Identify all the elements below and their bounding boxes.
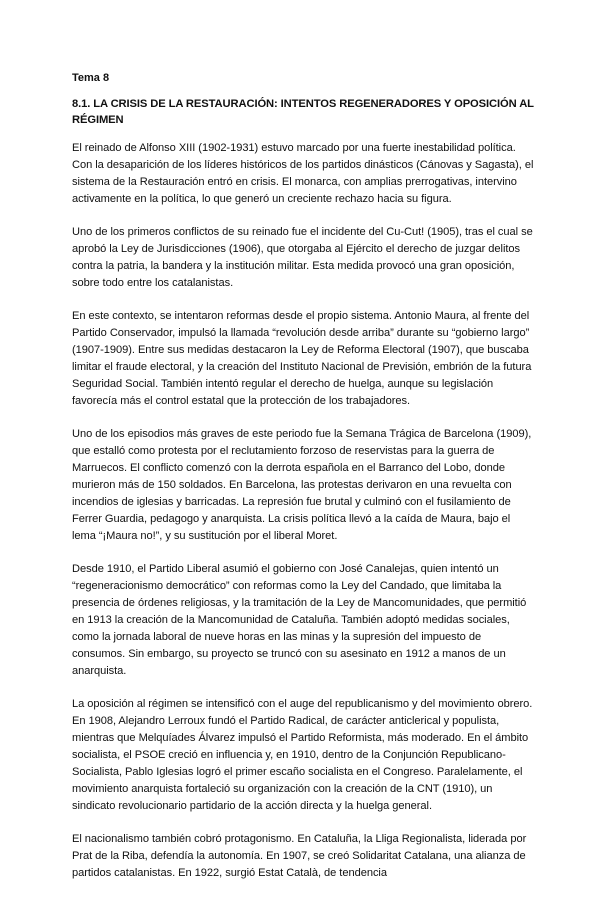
paragraph-nacionalismo: El nacionalismo también cobró protagonismo. En Cataluña, la Lliga Regionalista, liderada por Prat de la Riba, defendía la autonomía. En 1907, se creó Solidaritat Catalana, una alianza de partidos catalanistas. En 1922, surgió Estat Català, de tendencia	[72, 833, 527, 879]
section-heading: 8.1. LA CRISIS DE LA RESTAURACIÓN: INTENTOS REGENERADORES Y OPOSICIÓN AL RÉGIMEN	[72, 98, 534, 126]
paragraph-cu-cut: Uno de los primeros conflictos de su reinado fue el incidente del Cu-Cut! (1905), tras el cual se aprobó la Ley de Jurisdicciones (1906), que otorgaba al Ejército el derecho de juzgar delitos contra la patria, la bandera y la institución militar. Esta medida provocó una gran oposición, sobre todo entre los catalanistas.	[72, 226, 533, 289]
document-page	[72, 71, 534, 898]
topic-label: Tema 8	[72, 72, 110, 84]
paragraph-canalejas: Desde 1910, el Partido Liberal asumió el gobierno con José Canalejas, quien intentó un “regeneracionismo democrático” con reformas como la Ley del Candado, que limitaba la presencia de órdenes religiosas, y la tramitación de la Ley de Mancomunidades, que permitió en 1913 la creación de la Mancomunidad de Cataluña. También adoptó medidas sociales, como la jornada laboral de nueve horas en las minas y la supresión del impuesto de consumos. Sin embargo, su proyecto se truncó con su asesinato en 1912 a manos de un anarquista.	[72, 563, 527, 677]
paragraph-reinado: El reinado de Alfonso XIII (1902-1931) estuvo marcado por una fuerte inestabilidad política. Con la desaparición de los líderes históricos de los partidos dinásticos (Cánovas y Sagasta), el sistema de la Restauración entró en crisis. El monarca, con amplias prerrogativas, intervino activamente en la política, lo que generó un creciente rechazo hacia su figura.	[72, 142, 534, 205]
paragraph-semana-tragica: Uno de los episodios más graves de este periodo fue la Semana Trágica de Barcelona (1909), que estalló como protesta por el reclutamiento forzoso de reservistas para la guerra de Marruecos. El conflicto comenzó con la derrota española en el Barranco del Lobo, donde murieron más de 150 soldados. En Barcelona, las protestas derivaron en una revuelta con incendios de iglesias y barricadas. La represión fue brutal y culminó con el fusilamiento de Ferrer Guardia, pedagogo y anarquista. La crisis política llevó a la caída de Maura, bajo el lema “¡Maura no!”, y su sustitución por el liberal Moret.	[72, 428, 532, 542]
paragraph-maura-reformas: En este contexto, se intentaron reformas desde el propio sistema. Antonio Maura, al frente del Partido Conservador, impulsó la llamada “revolución desde arriba” durante su “gobierno largo” (1907-1909). Entre sus medidas destacaron la Ley de Reforma Electoral (1907), que buscaba limitar el fraude electoral, y la creación del Instituto Nacional de Previsión, embrión de la futura Seguridad Social. También intentó regular el derecho de huelga, aunque su legislación favorecía más el control estatal que la protección de los trabajadores.	[72, 310, 532, 407]
paragraph-oposicion: La oposición al régimen se intensificó con el auge del republicanismo y del movimiento obrero. En 1908, Alejandro Lerroux fundó el Partido Radical, de carácter anticlerical y populista, mientras que Melquíades Álvarez impulsó el Partido Reformista, más moderado. En el ámbito socialista, el PSOE creció en influencia y, en 1910, dentro de la Conjunción Republicano-Socialista, Pablo Iglesias logró el primer escaño socialista en el Congreso. Paralelamente, el movimiento anarquista fortaleció su organización con la creación de la CNT (1910), un sindicato revolucionario partidario de la acción directa y la huelga general.	[72, 698, 533, 812]
